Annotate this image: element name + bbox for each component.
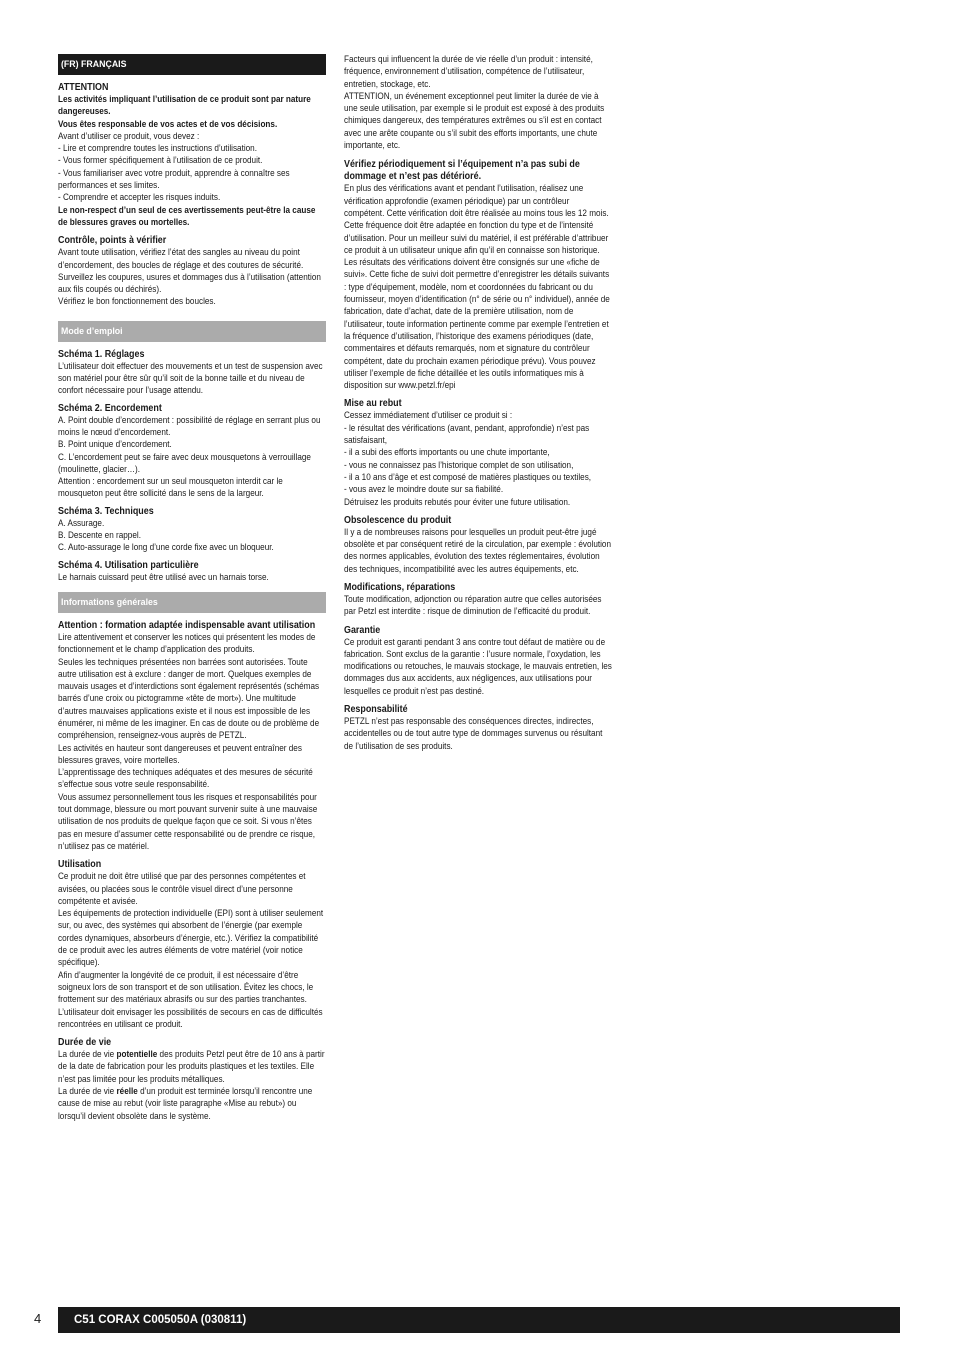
schema2-paragraph-4: Attention : encordement sur un seul mousqueton interdit car le mousqueton peut être sollicité dans le sens de la largeur.	[58, 476, 283, 500]
duree-paragraph-3: Facteurs qui influencent la durée de vie réelle d’un produit : intensité, fréquence, environnement d’utilisation, compétence de l’utilisateur, entretien, stockage, etc.	[344, 54, 593, 90]
formation-paragraph-3: Les activités en hauteur sont dangereuses et peuvent entraîner des blessures graves, voire mortelles.	[58, 742, 302, 766]
garantie-section	[344, 625, 612, 698]
obsolescence-paragraph-1: Il y a de nombreuses raisons pour lesquelles un produit peut-être jugé obsolète et par conséquent retiré de la circulation, par exemple : évolution des normes applicables, évolution des textes réglementaires, évolution des techniques, incompatibilité avec les autres équipements, etc.	[344, 526, 612, 575]
rebut-paragraph-7: Détruisez les produits rebutés pour éviter une future utilisation.	[344, 496, 571, 508]
duree-emphasis-potentielle: potentielle	[116, 1049, 158, 1061]
page-number: 4	[34, 1311, 42, 1326]
duree-paragraph-4: ATTENTION, un événement exceptionnel peut limiter la durée de vie à une seule utilisation, par exemple si le produit est exposé à des produits chimiques dangereux, des températures extrêmes ou s’il est en contact avec une arête coupante ou s’il subit des efforts importants, une chute importante, etc.	[344, 90, 605, 152]
attention-paragraph-8: Le non-respect d’un seul de ces avertissements peut-être la cause de blessures graves ou mortelles.	[58, 204, 316, 228]
section-header-mode-emploi: Mode d’emploi	[58, 321, 326, 342]
schema2-heading: Schéma 2. Encordement	[58, 402, 162, 414]
formation-paragraph-5: Vous assumez personnellement tous les risques et responsabilités pour tout dommage, blessure ou mort pouvant survenir suite à une mauvaise utilisation de nos produits de quelque façon que ce soit. Si vous n’êtes pas en mesure d’assumer cette responsabilité ou de prendre ce risque, n’utilisez pas ce matériel.	[58, 791, 318, 852]
formation-section	[58, 620, 326, 853]
duree-paragraph-1	[58, 1049, 326, 1086]
utilisation-heading: Utilisation	[58, 859, 102, 871]
schema2-paragraph-3: C. L’encordement peut se faire avec deux mousquetons à verrouillage (moulinette, glacier…).	[58, 451, 311, 475]
verifiez-heading: Vérifiez périodiquement si l’équipement n’a pas subi de dommage et n’est pas détérioré.	[344, 159, 580, 183]
schema2-paragraph-1: A. Point double d’encordement : possibilité de réglage en serrant plus ou moins le nœud d’encordement.	[58, 414, 321, 438]
schema4-heading: Schéma 4. Utilisation particulière	[58, 559, 199, 571]
utilisation-paragraph-3: Afin d’augmenter la longévité de ce produit, il est nécessaire d’être soigneux lors de son transport et de son utilisation. Évitez les chocs, le frottement sur des matériaux abrasifs ou sur des parties tranchantes.	[58, 969, 314, 1006]
rebut-paragraph-3: - il a subi des efforts importants ou une chute importante,	[344, 447, 550, 459]
attention-paragraph-3: Avant d’utiliser ce produit, vous devez :	[58, 130, 200, 142]
schema3-heading: Schéma 3. Techniques	[58, 505, 154, 517]
attention-paragraph-4: - Lire et comprendre toutes les instructions d’utilisation.	[58, 143, 257, 155]
utilisation-paragraph-1: Ce produit ne doit être utilisé que par des personnes compétentes et avisées, ou placées sous le contrôle visuel direct d’une personne compétente et avisée.	[58, 871, 306, 907]
duree-paragraph-2	[58, 1086, 326, 1123]
utilisation-paragraph-4: L’utilisateur doit envisager les possibilités de secours en cas de difficultés rencontrées en utilisant ce produit.	[58, 1006, 323, 1030]
formation-heading: Attention : formation adaptée indispensable avant utilisation	[58, 619, 316, 631]
controle-heading: Contrôle, points à vérifier	[58, 235, 167, 247]
controle-section	[58, 235, 326, 308]
rebut-paragraph-6: - vous avez le moindre doute sur sa fiabilité.	[344, 484, 504, 496]
schema2-section	[58, 403, 326, 501]
duree-text: La durée de vie	[58, 1049, 117, 1061]
utilisation-paragraph-2: Les équipements de protection individuelle (EPI) sont à utiliser seulement sur, ou avec, des systèmes qui absorbent de l’énergie (par exemple cordes dynamiques, absorbeurs d’énergie, etc.). Vérifiez la compatibilité de ce produit avec les autres éléments de votre matériel (voir notice spécifique).	[58, 908, 324, 969]
duree-section	[58, 1037, 326, 1123]
garantie-heading: Garantie	[344, 624, 381, 636]
duree-text: La durée de vie	[58, 1086, 117, 1097]
duree-text: des produits Petzl peut être de 10 ans à partir de la date de fabrication pour les produits plastiques et les textiles. Elle n’est pas limitée pour les produits métalliques.	[58, 1049, 325, 1085]
schema3-section	[58, 506, 326, 555]
controle-paragraph-3: Vérifiez le bon fonctionnement des boucles.	[58, 296, 216, 308]
attention-paragraph-7: - Comprendre et accepter les risques induits.	[58, 192, 221, 204]
schema3-paragraph-2: B. Descente en rappel.	[58, 530, 141, 542]
schema1-section	[58, 349, 326, 398]
responsabilite-section	[344, 704, 612, 753]
rebut-heading: Mise au rebut	[344, 398, 402, 410]
verifiez-paragraph-1: En plus des vérifications avant et pendant l’utilisation, réalisez une vérification approfondie (examen périodique) par un contrôleur compétent. Cette vérification doit être réalisée au moins tous les 12 mois. Cette fréquence doit être adaptée en fonction du type et de l’intensité d’utilisation. Pour un meilleur suivi du matériel, il est préférable d’attribuer ce produit à un utilisateur unique afin qu’il en connaisse son historique.	[344, 183, 609, 256]
rebut-paragraph-4: - vous ne connaissez pas l’historique complet de son utilisation,	[344, 459, 574, 471]
formation-paragraph-2: Seules les techniques présentées non barrées sont autorisées. Toute autre utilisation est à exclure : danger de mort. Quelques exemples de mauvais usages et d’interdictions sont également représentés (schémas barrés d’une croix ou pictogramme «tête de mort»). Une multitude d’autres mauvaises applications existe et il nous est impossible de les énumérer, ni même de les imaginer. En cas de doute ou de problème de compréhension, renseignez-vous auprès de PETZL.	[58, 656, 320, 742]
controle-paragraph-1: Avant toute utilisation, vérifiez l’état des sangles au niveau du point d’encordement, des boucles de réglage et des coutures de sécurité.	[58, 247, 304, 271]
schema1-heading: Schéma 1. Réglages	[58, 348, 145, 360]
formation-paragraph-4: L’apprentissage des techniques adéquates et des mesures de sécurité s’effectue sous votre seule responsabilité.	[58, 767, 313, 791]
schema1-paragraph-1: L’utilisateur doit effectuer des mouvements et un test de suspension avec son matériel pour être sûr qu’il soit de la bonne taille et du niveau de confort nécessaire pour l’usage attendu.	[58, 360, 323, 397]
section-header-francais: (FR) FRANÇAIS	[58, 54, 326, 75]
rebut-section	[344, 398, 612, 508]
verifiez-section	[344, 159, 612, 392]
footer-reference-bar: C51 CORAX C005050A (030811)	[58, 1307, 900, 1333]
schema2-paragraph-2: B. Point unique d’encordement.	[58, 439, 172, 451]
section-header-informations-generales: Informations générales	[58, 592, 326, 613]
attention-section	[58, 82, 326, 229]
right-column	[344, 54, 612, 753]
rebut-paragraph-1: Cessez immédiatement d’utiliser ce produit si :	[344, 410, 513, 422]
left-column	[58, 54, 326, 1123]
schema3-paragraph-1: A. Assurage.	[58, 517, 105, 529]
attention-paragraph-5: - Vous former spécifiquement à l’utilisation de ce produit.	[58, 155, 263, 167]
formation-paragraph-1: Lire attentivement et conserver les notices qui présentent les modes de fonctionnement et le champ d’application des produits.	[58, 631, 316, 656]
attention-paragraph-6: - Vous familiariser avec votre produit, apprendre à connaître ses performances et ses limites.	[58, 167, 290, 192]
garantie-paragraph-1: Ce produit est garanti pendant 3 ans contre tout défaut de matière ou de fabrication. Sont exclus de la garantie : l’usure normale, l’oxydation, les modifications ou retouches, le mauvais stockage, le mauvais entretien, les dommages dus aux accidents, aux négligences, aux utilisations pour lesquelles ce produit n’est pas destiné.	[344, 636, 612, 697]
rebut-paragraph-5: - il a 10 ans d’âge et est composé de matières plastiques ou textiles,	[344, 471, 592, 483]
schema4-section	[58, 560, 326, 584]
duree-emphasis-reelle: réelle	[116, 1086, 138, 1097]
obsolescence-section	[344, 515, 612, 576]
verifiez-paragraph-2: Les résultats des vérifications doivent être consignés sur une «fiche de suivi». Cette fiche de suivi doit permettre d’enregistrer les détails suivants : type d’équipement, modèle, nom et coordonnées du fabricant ou du fournisseur, moyen d’identification (n° de série ou n° individuel), année de fabrication, date d’achat, date de la première utilisation, nom de l’utilisateur, toute information pertinente comme par exemple l’entretien et la fréquence d’utilisation, l’historique des examens périodiques (date, commentaires et défauts remarqués, nom et signature du contrôleur compétent, date du prochain examen périodique prévu). Vous pouvez utiliser l’exemple de fiche détaillée et les outils informatiques mis à disposition sur www.petzl.fr/epi	[344, 257, 610, 392]
modifications-section	[344, 582, 612, 619]
duree-text: d’un produit est terminée lorsqu’il rencontre une cause de mise au rebut (voir liste paragraphe «Mise au rebut») ou lorsqu’il devient obsolète dans le système.	[58, 1086, 313, 1122]
obsolescence-heading: Obsolescence du produit	[344, 514, 452, 526]
attention-heading: ATTENTION	[58, 82, 109, 93]
schema3-paragraph-3: C. Auto-assurage le long d’une corde fixe avec un bloqueur.	[58, 542, 274, 554]
utilisation-section	[58, 859, 326, 1031]
attention-paragraph-1: Les activités impliquant l’utilisation de ce produit sont par nature dangereuses.	[58, 94, 311, 118]
modifications-heading: Modifications, réparations	[344, 581, 456, 593]
modifications-paragraph-1: Toute modification, adjonction ou réparation autre que celles autorisées par Petzl est interdite : risque de diminution de l’efficacité du produit.	[344, 593, 602, 618]
schema4-paragraph-1: Le harnais cuissard peut être utilisé avec un harnais torse.	[58, 571, 269, 583]
duree-heading: Durée de vie	[58, 1037, 112, 1049]
duree-continued	[344, 54, 612, 152]
controle-paragraph-2: Surveillez les coupures, usures et dommages dus à l’utilisation (attention aux fils coupés ou déchirés).	[58, 271, 321, 296]
responsabilite-paragraph-1: PETZL n’est pas responsable des conséquences directes, indirectes, accidentelles ou de tout autre type de dommages survenus ou résultant de l’utilisation de ses produits.	[344, 716, 603, 752]
attention-paragraph-2: Vous êtes responsable de vos actes et de vos décisions.	[58, 118, 278, 130]
rebut-paragraph-2: - le résultat des vérifications (avant, pendant, approfondie) n’est pas satisfaisant,	[344, 422, 590, 447]
responsabilite-heading: Responsabilité	[344, 704, 408, 716]
